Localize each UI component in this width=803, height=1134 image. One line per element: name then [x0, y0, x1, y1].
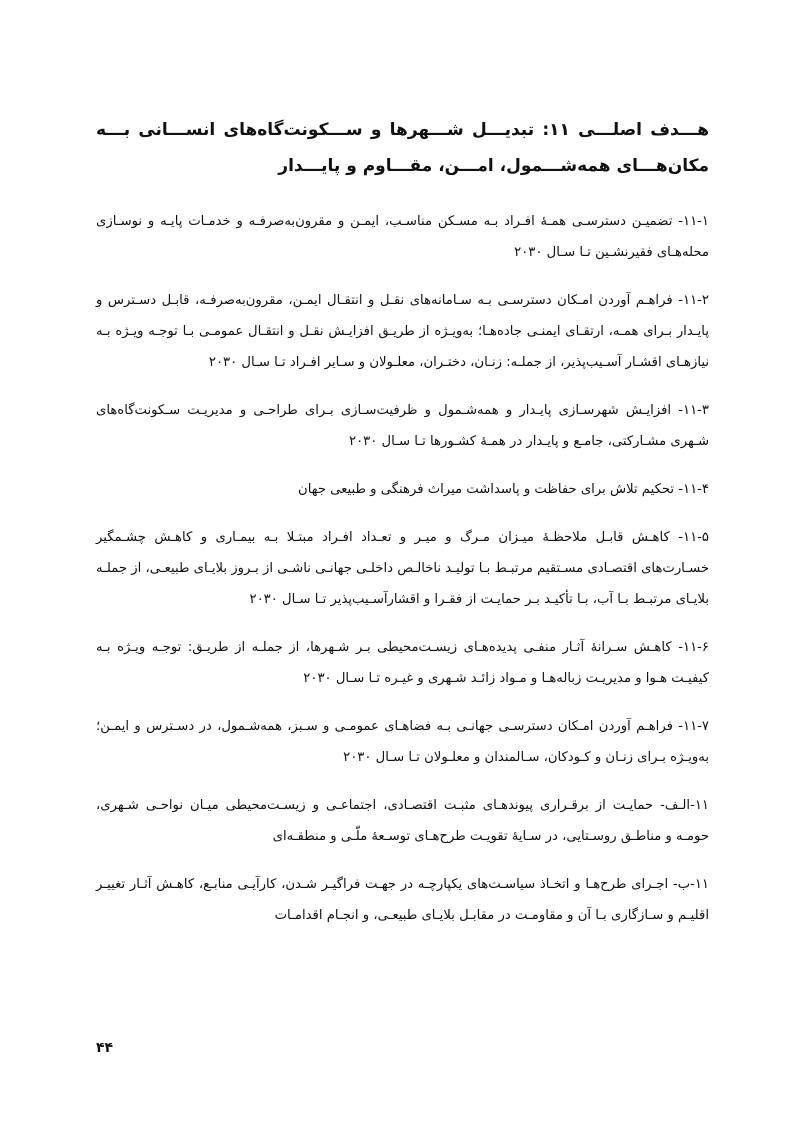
document-page — [96, 112, 709, 948]
goal-heading: هـــدف اصلـــی ۱۱: تبدیـــل شـــهرها و ســـکونت‌گاه‌های انســـانی بـــه مکان‌هـــای همه‌شـــمول، امـــن، مقـــاوم و پایـــدار — [96, 120, 709, 176]
target-11-b: ۱۱-ب- اجـرای طرح‌هـا و اتخـاذ سیاسـت‌های یکپارچـه در جهـت فراگیـر شـدن، کارآیـی منابـع، کاهـش آثـار تغییـر اقلیـم و سـازگاری بـا آن و مقاومـت در مقابـل بلایـای طبیعـی، و انجـام اقدامـات — [96, 877, 709, 923]
target-11-6: ۱۱-۶- کاهـش سـرانهٔ آثـار منفـی پدیده‌هـای زیسـت‌محیطی بـر شـهرها، از جملـه از طریـق: توجـه ویـژه بـه کیفیـت هـوا و مدیریـت زباله‌هـا و مـواد زائـد شـهری و غیـره تـا سـال ۲۰۳۰ — [96, 640, 709, 686]
page-number: ۴۴ — [96, 1040, 114, 1056]
target-11-7: ۱۱-۷- فراهـم آوردن امـکان دسترسـی جهانـی بـه فضاهـای عمومـی و سـبز، همه‌شـمول، در دسـترس و ایمـن؛ به‌ویـژه بـرای زنـان و کـودکان، سـالمندان و معلـولان تـا سـال ۲۰۳۰ — [96, 719, 709, 765]
target-11-1: ۱۱-۱- تضمیـن دسترسـی همـهٔ افـراد بـه مسـکن مناسـب، ایمـن و مقرون‌به‌صرفـه و خدمـات پایـه و نوسـازی محله‌هـای فقیرنشـین تـا سـال ۲۰۳۰ — [96, 214, 709, 260]
target-11-3: ۱۱-۳- افزایـش شهرسـازی پایـدار و همه‌شـمول و ظرفیت‌سـازی بـرای طراحـی و مدیریـت سـکونت‌گاه‌های شـهری مشـارکتی، جامـع و پایـدار در همـهٔ کشـورها تـا سـال ۲۰۳۰ — [96, 403, 709, 449]
target-11-a: ۱۱-الـف- حمایـت از برقـراری پیوندهـای مثبـت اقتصـادی، اجتماعـی و زیسـت‌محیطی میـان نواحـی شـهری، حومـه و مناطـق روسـتایی، در سـایهٔ تقویـت طرح‌هـای توسـعهٔ ملّـی و منطقـه‌ای — [96, 798, 709, 844]
target-11-2: ۱۱-۲- فراهـم آوردن امـکان دسترسـی بـه سـامانه‌های نقـل و انتقـال ایمـن، مقرون‌به‌صرفـه، قابـل دسـترس و پایـدار بـرای همـه، ارتقـای ایمنـی جاده‌هـا؛ به‌ویـژه از طریـق افزایـش نقـل و انتقـال عمومـی بـا توجـه ویـژه بـه نیازهـای اقشـار آسـیب‌پذیر، از جملـه: زنـان، دختـران، معلـولان و سـایر افـراد تـا سـال ۲۰۳۰ — [96, 293, 709, 370]
target-11-4: ۱۱-۴- تحکیم تلاش برای حفاظت و پاسداشت میراث فرهنگی و طبیعی جهان — [298, 482, 709, 497]
target-11-5: ۱۱-۵- کاهـش قابـل ملاحظـهٔ میـزان مـرگ و میـر و تعـداد افـراد مبتـلا بـه بیمـاری و کاهـش چشـمگیر خسـارت‌های اقتصـادی مسـتقیم مرتبـط بـا تولیـد ناخالـص داخلـی جهانـی ناشـی از بـروز بلایـای طبیعـی، از جملـه بلایـای مرتبـط بـا آب، بـا تأکیـد بـر حمایـت از فقـرا و اقشارآسـیب‌پذیر تـا سـال ۲۰۳۰ — [96, 530, 709, 607]
